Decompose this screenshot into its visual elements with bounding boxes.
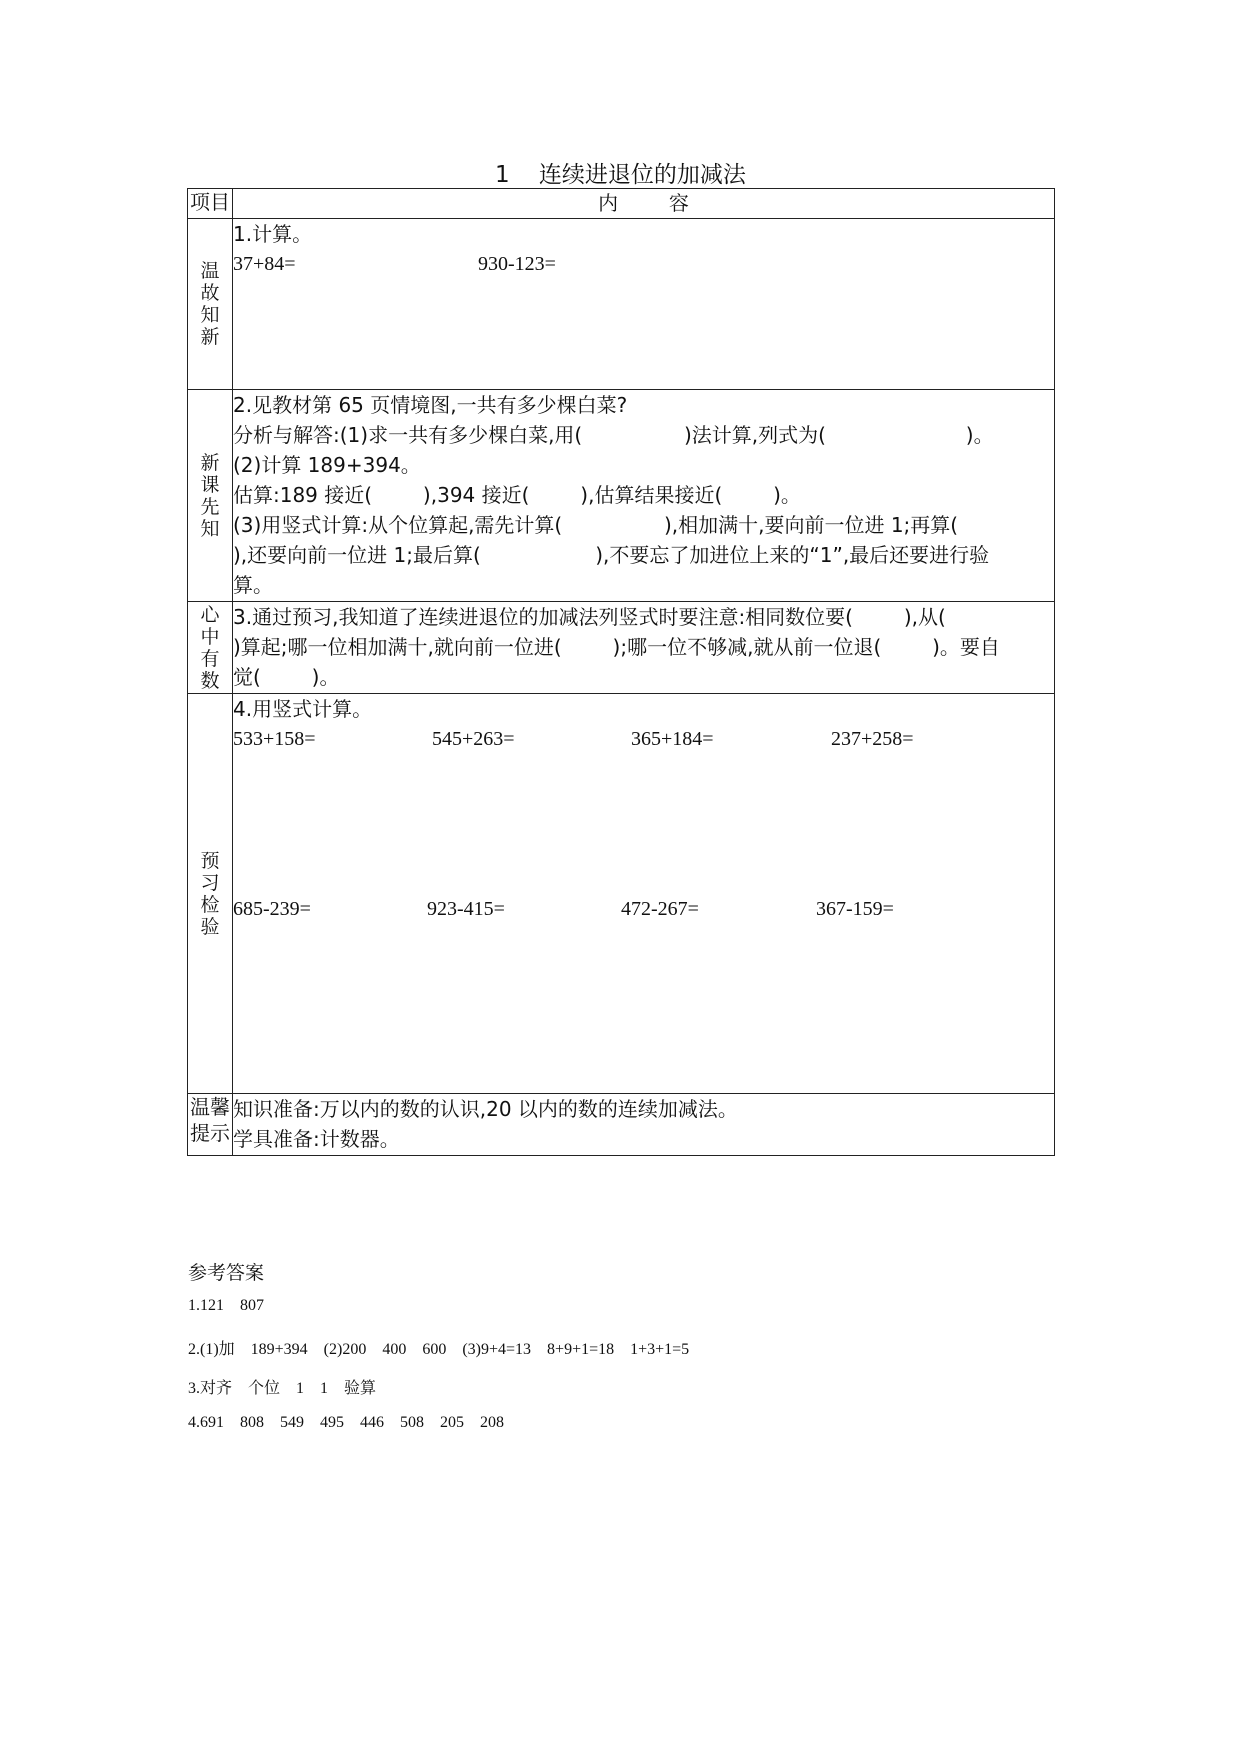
section-review-content — [233, 219, 1055, 390]
tips-line-2: 学具准备:计数器。 — [233, 1127, 400, 1151]
section-check-content — [233, 694, 1055, 1094]
section-preview-label: 新课先知 — [200, 451, 220, 540]
review-expression-2: 930-123= — [478, 253, 556, 275]
answer-line-4: 4.691 808 549 495 446 508 205 208 — [188, 1414, 504, 1431]
section-preview-content — [233, 390, 1055, 602]
check-expression-1: 533+158= — [233, 728, 316, 750]
section-mindful-label-cell — [188, 602, 233, 694]
section-tips-row — [188, 1094, 1055, 1156]
section-check-row — [188, 694, 1055, 1094]
section-check-label: 预习检验 — [200, 849, 220, 938]
check-expression-7: 472-267= — [621, 898, 699, 920]
mindful-line-1: 3.通过预习,我知道了连续进退位的加减法列竖式时要注意:相同数位要( ),从( — [233, 605, 946, 629]
review-question: 1.计算。 — [233, 222, 313, 246]
section-mindful-content — [233, 602, 1055, 694]
section-check-label-cell — [188, 694, 233, 1094]
preview-line-2: 分析与解答:(1)求一共有多少棵白菜,用( )法计算,列式为( )。 — [233, 423, 994, 447]
mindful-line-3: 觉( )。 — [233, 665, 340, 689]
section-mindful-label: 心中有数 — [200, 603, 220, 692]
answer-line-2: 2.(1)加 189+394 (2)200 400 600 (3)9+4=13 8+9+1=18 1+3+1=5 — [188, 1341, 690, 1358]
check-expression-6: 923-415= — [427, 898, 505, 920]
section-review-label: 温故知新 — [200, 260, 220, 348]
header-label: 项目 — [190, 190, 230, 214]
worksheet-table — [187, 188, 1055, 1156]
preview-line-1: 2.见教材第 65 页情境图,一共有多少棵白菜? — [233, 393, 628, 417]
section-tips-label-line-1: 温馨 — [190, 1095, 230, 1119]
mindful-line-2: )算起;哪一位相加满十,就向前一位进( );哪一位不够减,就从前一位退( )。要自 — [233, 635, 1000, 659]
tips-line-1: 知识准备:万以内的数的认识,20 以内的数的连续加减法。 — [233, 1097, 738, 1121]
section-tips-label-line-2: 提示 — [190, 1121, 230, 1145]
answer-line-1: 1.121 807 — [188, 1297, 264, 1314]
section-tips-label-cell — [188, 1094, 233, 1156]
answer-key-title: 参考答案 — [188, 1262, 265, 1284]
section-review-label-cell — [188, 219, 233, 390]
page-title: 1 连续进退位的加减法 — [495, 162, 746, 188]
check-expressions-row-1 — [233, 724, 1054, 754]
check-expression-2: 545+263= — [432, 728, 515, 750]
section-preview-row — [188, 390, 1055, 602]
check-question: 4.用竖式计算。 — [233, 697, 373, 721]
header-label-cell — [188, 189, 233, 219]
answer-key — [188, 1258, 689, 1453]
check-expression-5: 685-239= — [233, 898, 311, 920]
table-header-row — [188, 189, 1055, 219]
review-expression-1: 37+84= — [233, 253, 296, 275]
preview-line-7: 算。 — [233, 573, 273, 597]
preview-line-3: (2)计算 189+394。 — [233, 453, 421, 477]
check-expression-8: 367-159= — [816, 898, 894, 920]
section-tips-content — [233, 1094, 1055, 1156]
check-expression-3: 365+184= — [631, 728, 714, 750]
section-mindful-row — [188, 602, 1055, 694]
check-work-space-1 — [233, 754, 1054, 894]
preview-line-6: ),还要向前一位进 1;最后算( ),不要忘了加进位上来的“1”,最后还要进行验 — [233, 543, 990, 567]
check-expressions-row-2 — [233, 894, 1054, 924]
answer-line-3: 3.对齐 个位 1 1 验算 — [188, 1380, 377, 1397]
review-expressions — [233, 249, 1054, 279]
preview-line-4: 估算:189 接近( ),394 接近( ),估算结果接近( )。 — [233, 483, 801, 507]
preview-line-5: (3)用竖式计算:从个位算起,需先计算( ),相加满十,要向前一位进 1;再算( — [233, 513, 959, 537]
section-review-row — [188, 219, 1055, 390]
check-expression-4: 237+258= — [831, 728, 914, 750]
section-preview-label-cell — [188, 390, 233, 602]
header-content: 内 容 — [598, 191, 689, 215]
header-content-cell — [233, 189, 1055, 219]
